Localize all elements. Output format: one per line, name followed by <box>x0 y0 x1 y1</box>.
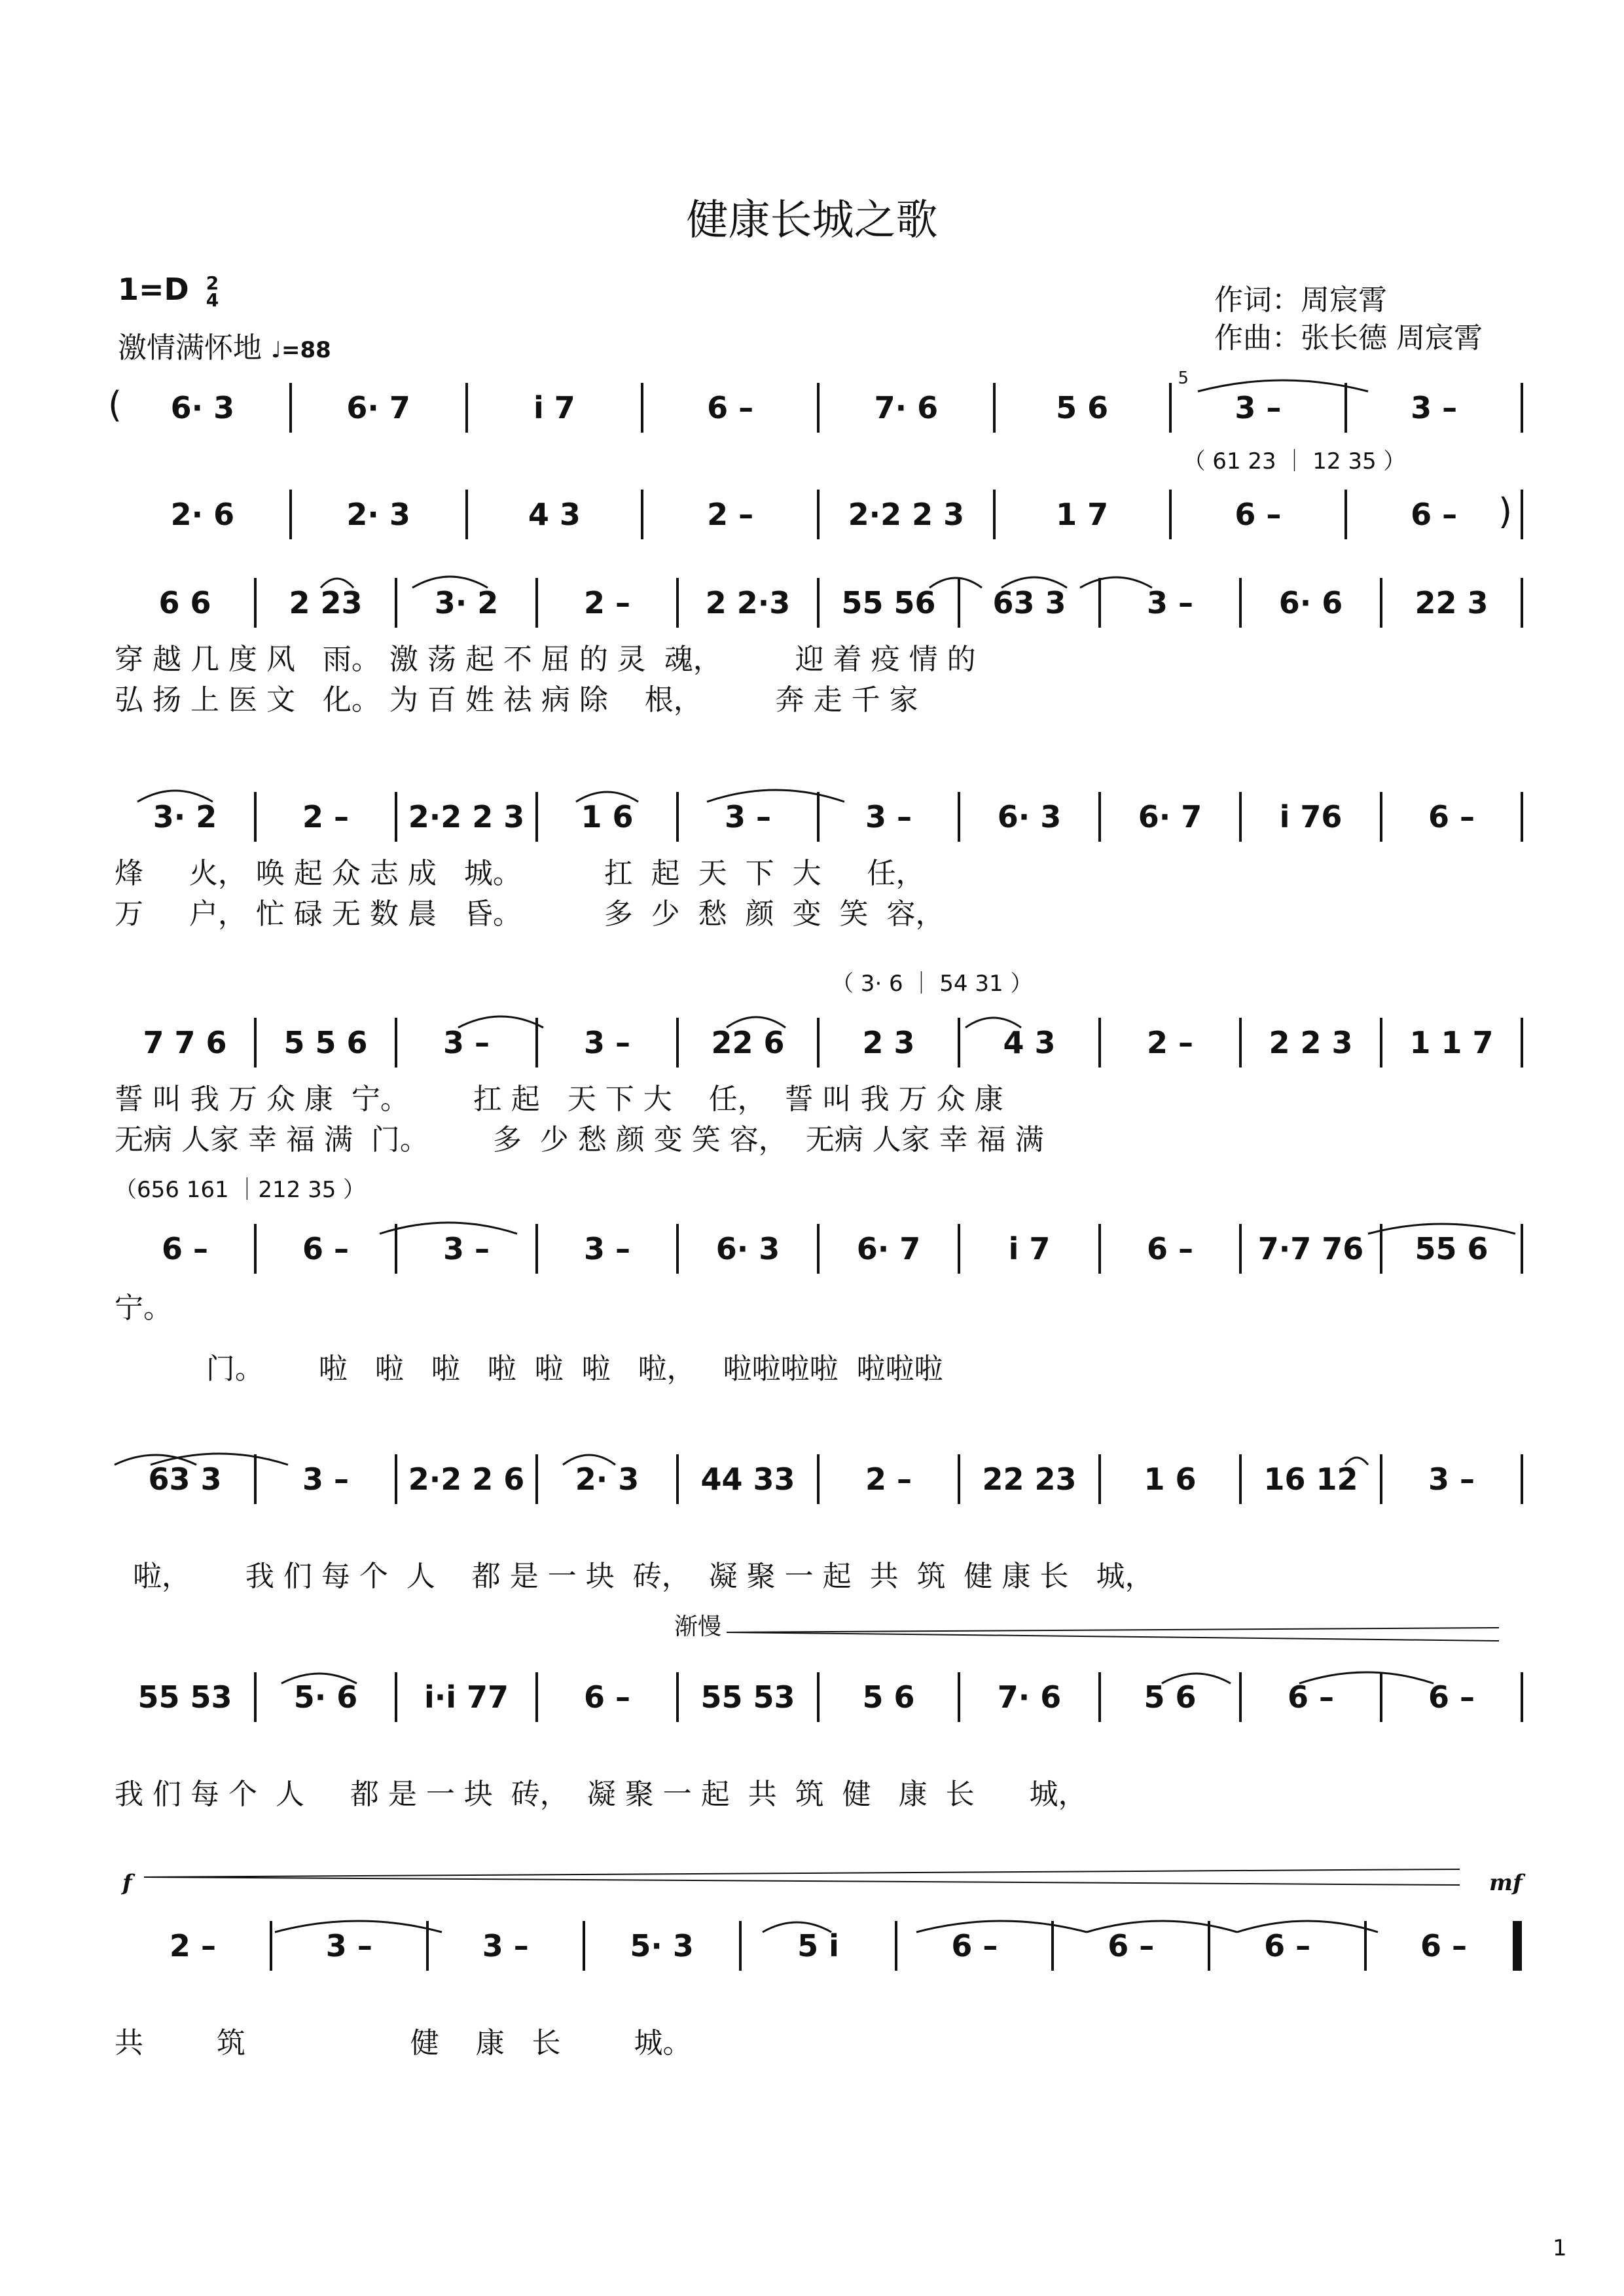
barline <box>958 1454 960 1504</box>
measure: 3· 2 <box>153 799 217 834</box>
barline <box>395 1224 397 1274</box>
lyric-line: 共 筑 健 康 长 城。 <box>115 2026 692 2060</box>
barline <box>1208 1921 1210 1971</box>
barline <box>535 1454 538 1504</box>
barline <box>1051 1921 1054 1971</box>
measure: 2 – <box>1146 1025 1194 1060</box>
notation-line <box>115 1454 1522 1504</box>
measure: 5 6 <box>862 1679 915 1715</box>
barline <box>395 1454 397 1504</box>
measure: i 7 <box>533 390 575 425</box>
barline <box>1239 578 1242 628</box>
barline <box>535 578 538 628</box>
measure: 6 – <box>302 1231 350 1266</box>
measure: 22 23 <box>982 1462 1077 1497</box>
notation-line <box>115 792 1522 842</box>
barline <box>676 1018 679 1067</box>
measure: 6 – <box>1287 1679 1335 1715</box>
measure: 2 2·3 <box>705 585 791 620</box>
measure: 55 56 <box>841 585 936 620</box>
measure: 3 – <box>583 1231 631 1266</box>
barline <box>817 1224 820 1274</box>
barline <box>1344 383 1347 433</box>
measure: 6 – <box>161 1231 209 1266</box>
barline <box>739 1921 742 1971</box>
composer-credit: 作曲：张长德 周宸霄 <box>1214 321 1483 355</box>
measure: 6· 7 <box>346 390 410 425</box>
lyric-line: 弘 扬 上 医 文 化。 为 百 姓 祛 病 除 根， 奔 走 千 家 <box>115 683 918 717</box>
barline <box>1098 1224 1101 1274</box>
measure: 3 – <box>482 1928 529 1964</box>
score-system <box>0 1613 1624 1888</box>
tempo-annotation: 渐慢 <box>674 1613 722 1640</box>
barline <box>395 1672 397 1722</box>
barline <box>1380 1224 1382 1274</box>
barline <box>958 792 960 842</box>
interlude-notation: （ 3· 6 ｜ 54 31 ） <box>831 971 1033 997</box>
barline <box>1521 1018 1523 1067</box>
key-text: 1=D <box>118 272 189 307</box>
score-system <box>0 792 1624 1008</box>
barline <box>676 1672 679 1722</box>
barline <box>583 1921 585 1971</box>
barline <box>958 578 960 628</box>
measure: 2· 3 <box>346 497 410 532</box>
barline <box>289 383 292 433</box>
barline <box>1239 792 1242 842</box>
barline <box>817 1018 820 1067</box>
measure: 3 – <box>724 799 772 834</box>
measure: 5 6 <box>1056 390 1109 425</box>
barline <box>676 578 679 628</box>
measure: 22 6 <box>711 1025 785 1060</box>
barline <box>465 383 468 433</box>
measure: 5 5 6 <box>283 1025 368 1060</box>
barline <box>1380 1454 1382 1504</box>
barline <box>817 490 820 539</box>
measure: 6· 3 <box>997 799 1062 834</box>
measure: 1 1 7 <box>1409 1025 1494 1060</box>
barline <box>1344 490 1347 539</box>
measure: 6· 7 <box>856 1231 921 1266</box>
barline <box>958 1672 960 1722</box>
barline <box>254 1018 257 1067</box>
measure: 6 – <box>707 390 754 425</box>
grace-note: 5 <box>1178 368 1189 388</box>
barline <box>254 1224 257 1274</box>
measure: 1 6 <box>581 799 634 834</box>
measure: 2 3 <box>862 1025 915 1060</box>
notation-line <box>115 1613 1522 1722</box>
score-system <box>0 1177 1624 1440</box>
measure: 2·2 2 3 <box>408 799 525 834</box>
interlude-notation: （ 61 23 ｜ 12 35 ） <box>1183 448 1406 475</box>
barline <box>817 1672 820 1722</box>
song-title: 健康长城之歌 <box>686 196 938 245</box>
tempo-marking <box>118 324 331 366</box>
measure: 6· 3 <box>170 390 235 425</box>
barline <box>1521 792 1523 842</box>
time-top: 2 <box>206 272 219 294</box>
barline <box>465 490 468 539</box>
barline <box>535 1672 538 1722</box>
barline <box>1239 1018 1242 1067</box>
interlude-notation: （656 161 ｜212 35 ） <box>115 1177 366 1203</box>
barline <box>395 792 397 842</box>
barline <box>1380 792 1382 842</box>
barline <box>993 383 996 433</box>
measure: 2 – <box>169 1928 216 1964</box>
time-signature <box>206 272 219 311</box>
measure: 5 i <box>797 1928 839 1964</box>
barline <box>1380 578 1382 628</box>
measure: 2 – <box>302 799 350 834</box>
barline <box>1380 1672 1382 1722</box>
open-parenthesis: ( <box>108 384 122 425</box>
barline <box>254 1454 257 1504</box>
barline <box>993 490 996 539</box>
measure: 3 – <box>583 1025 631 1060</box>
lyric-line: 誓 叫 我 万 众 康 宁。 扛 起 天 下 大 任， 誓 叫 我 万 众 康 <box>115 1083 1003 1116</box>
measure: i 76 <box>1279 799 1343 834</box>
barline <box>1521 1672 1523 1722</box>
measure: 6· 7 <box>1138 799 1202 834</box>
barline <box>1169 490 1172 539</box>
barline <box>676 1454 679 1504</box>
measure: 7 7 6 <box>143 1025 227 1060</box>
barline <box>1364 1921 1367 1971</box>
measure: 2 – <box>583 585 631 620</box>
lyric-line: 啦， 我 们 每 个 人 都 是 一 块 砖， 凝 聚 一 起 共 筑 健 康 长 城， <box>115 1560 1154 1593</box>
notation-line <box>115 1870 1523 1971</box>
lyric-line: 穿 越 几 度 风 雨。 激 荡 起 不 屈 的 灵 魂， 迎 着 疫 情 的 <box>115 643 976 676</box>
barline <box>1098 1454 1101 1504</box>
barline <box>1098 1018 1101 1067</box>
barline <box>1521 1454 1523 1504</box>
time-bottom: 4 <box>206 289 219 311</box>
lyric-line: 门。 啦 啦 啦 啦 啦 啦 啦， 啦啦啦啦 啦啦啦 <box>115 1352 943 1386</box>
measure: 63 3 <box>992 585 1066 620</box>
measure: 6 – <box>583 1679 631 1715</box>
measure: 6 – <box>951 1928 998 1964</box>
measure: 3 – <box>442 1025 490 1060</box>
barline <box>817 792 820 842</box>
measure: 5· 6 <box>293 1679 358 1715</box>
metronome-mark: ♩=88 <box>271 337 331 363</box>
measure: 6 – <box>1428 1679 1475 1715</box>
barline <box>1169 383 1172 433</box>
measure: 4 3 <box>1003 1025 1056 1060</box>
measure: 3 – <box>442 1231 490 1266</box>
tempo-text: 激情满怀地 <box>118 331 262 365</box>
measure: 6 – <box>1235 497 1282 532</box>
measure: i 7 <box>1008 1231 1051 1266</box>
barline <box>254 1672 257 1722</box>
barline <box>1521 490 1523 539</box>
measure: 3 – <box>1428 1462 1475 1497</box>
measure: 63 3 <box>148 1462 222 1497</box>
page-number: 1 <box>1553 2235 1567 2261</box>
dynamic-forte: f <box>122 1870 132 1896</box>
lyric-line: 无病 人家 幸 福 满 门。 多 少 愁 颜 变 笑 容， 无病 人家 幸 福 满 <box>115 1123 1044 1157</box>
barline <box>270 1921 272 1971</box>
close-parenthesis: ) <box>1498 491 1513 532</box>
measure: 6· 6 <box>1278 585 1343 620</box>
measure: 6· 3 <box>715 1231 780 1266</box>
measure: 2·2 2 6 <box>408 1462 525 1497</box>
measure: 6 – <box>1264 1928 1311 1964</box>
barline <box>676 1224 679 1274</box>
measure: 3 – <box>1411 390 1458 425</box>
barline <box>1098 792 1101 842</box>
barline <box>817 383 820 433</box>
dynamic-mezzo-forte: mf <box>1489 1870 1523 1896</box>
measure: 2·2 2 3 <box>848 497 965 532</box>
barline <box>676 792 679 842</box>
lyric-line: 宁。 <box>115 1291 172 1325</box>
measure: 3 – <box>1235 390 1282 425</box>
barline <box>641 383 643 433</box>
barline <box>817 578 820 628</box>
barline <box>1098 578 1101 628</box>
score-system <box>0 1870 1624 2137</box>
measure: 1 7 <box>1056 497 1109 532</box>
notation-line <box>115 490 1522 539</box>
notation-line <box>108 368 1522 475</box>
notation-line <box>115 578 1522 628</box>
measure: 4 3 <box>528 497 581 532</box>
barline <box>395 1018 397 1067</box>
measure: 55 53 <box>137 1679 232 1715</box>
measure: 3 – <box>1146 585 1194 620</box>
measure: 5· 3 <box>630 1928 694 1964</box>
barline <box>289 490 292 539</box>
barline <box>1098 1672 1101 1722</box>
key-signature <box>118 272 219 309</box>
measure: 2 – <box>707 497 754 532</box>
notation-line <box>115 971 1522 1067</box>
measure: 22 3 <box>1415 585 1489 620</box>
barline <box>1521 1224 1523 1274</box>
measure: i·i 77 <box>424 1679 509 1715</box>
barline <box>958 1224 960 1274</box>
measure: 55 53 <box>700 1679 795 1715</box>
measure: 3 – <box>325 1928 372 1964</box>
barline <box>1521 578 1523 628</box>
measure: 7·7 76 <box>1257 1231 1364 1266</box>
barline <box>641 490 643 539</box>
measure: 1 6 <box>1144 1462 1197 1497</box>
measure: 3· 2 <box>434 585 499 620</box>
measure: 55 6 <box>1415 1231 1489 1266</box>
barline <box>395 578 397 628</box>
measure: 6 – <box>1420 1928 1468 1964</box>
barline <box>535 1018 538 1067</box>
lyric-line: 我 们 每 个 人 都 是 一 块 砖， 凝 聚 一 起 共 筑 健 康 长 城， <box>115 1778 1087 1811</box>
measure: 6 – <box>1411 497 1458 532</box>
barline <box>1239 1224 1242 1274</box>
measure: 2· 6 <box>170 497 235 532</box>
barline <box>535 792 538 842</box>
barline <box>817 1454 820 1504</box>
barline <box>1521 383 1523 433</box>
barline <box>1380 1018 1382 1067</box>
measure: 5 6 <box>1144 1679 1197 1715</box>
barline <box>1239 1672 1242 1722</box>
score-system <box>0 578 1624 794</box>
measure: 2 – <box>865 1462 912 1497</box>
notation-line <box>115 1177 1522 1274</box>
barline <box>895 1921 897 1971</box>
measure: 3 – <box>865 799 912 834</box>
barline <box>1239 1454 1242 1504</box>
barline <box>426 1921 429 1971</box>
lyric-line: 烽 火， 唤 起 众 志 成 城。 扛 起 天 下 大 任， <box>115 857 925 890</box>
measure: 6 – <box>1146 1231 1194 1266</box>
barline <box>958 1018 960 1067</box>
barline <box>254 578 257 628</box>
barline <box>254 792 257 842</box>
measure: 6 – <box>1108 1928 1155 1964</box>
measure: 7· 6 <box>997 1679 1062 1715</box>
measure: 7· 6 <box>874 390 939 425</box>
measure: 6 6 <box>158 585 211 620</box>
measure: 6 – <box>1428 799 1475 834</box>
barline <box>1513 1921 1522 1971</box>
lyricist-credit: 作词：周宸霄 <box>1214 283 1387 317</box>
measure: 16 12 <box>1263 1462 1358 1497</box>
measure: 3 – <box>302 1462 350 1497</box>
score-system <box>0 1454 1624 1670</box>
barline <box>535 1224 538 1274</box>
measure: 2· 3 <box>575 1462 640 1497</box>
measure: 2 23 <box>289 585 363 620</box>
lyric-line: 万 户， 忙 碌 无 数 晨 昏。 多 少 愁 颜 变 笑 容， <box>115 897 945 931</box>
measure: 44 33 <box>700 1462 795 1497</box>
measure: 2 2 3 <box>1269 1025 1353 1060</box>
